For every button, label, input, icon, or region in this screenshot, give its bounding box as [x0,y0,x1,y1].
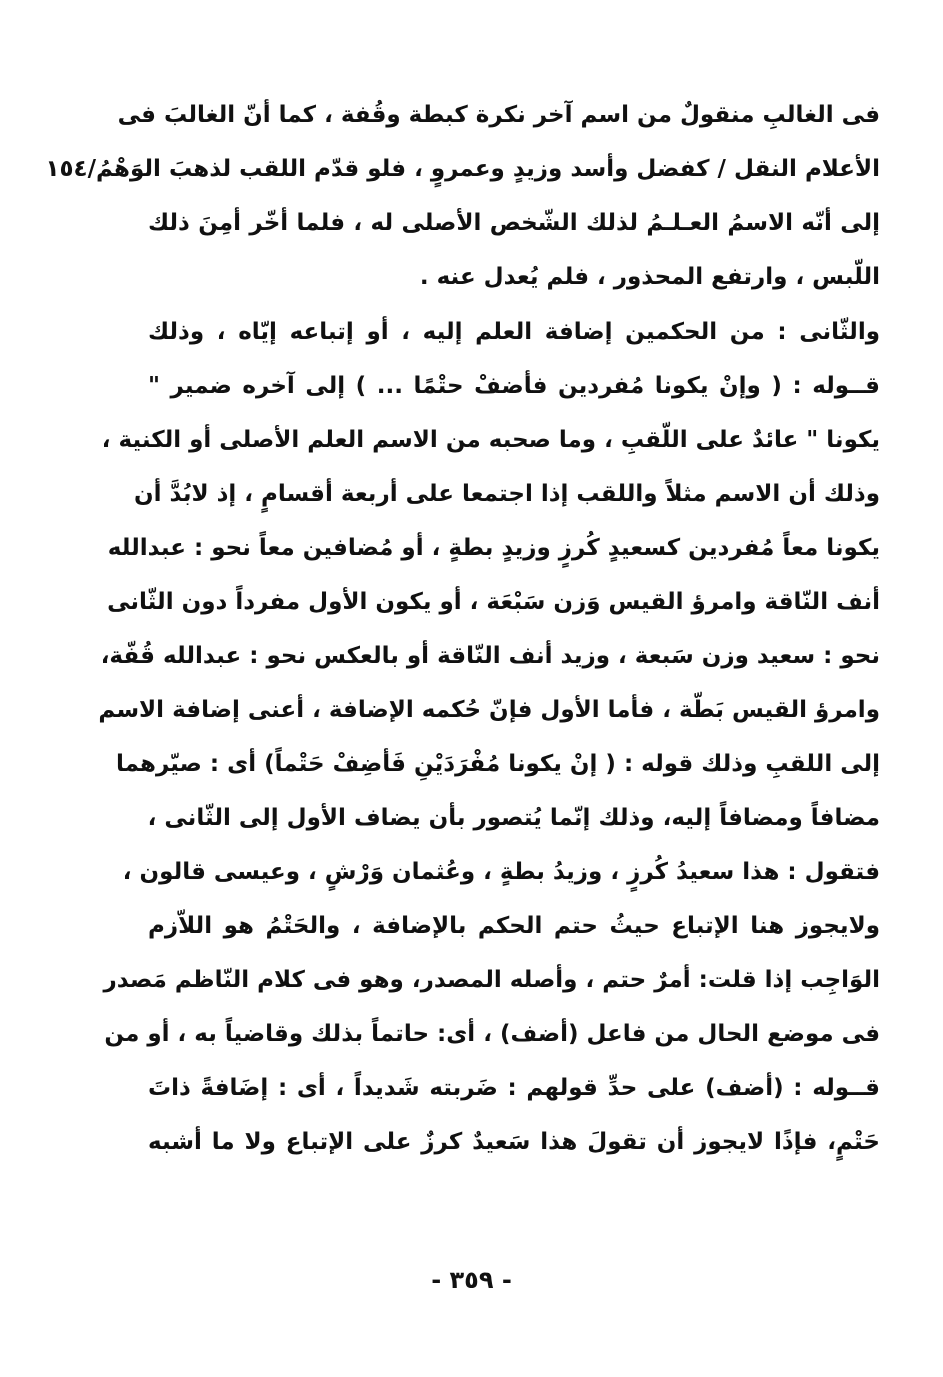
text-line: اللّبس ، وارتفع المحذور ، فلم يُعدل عنه . [419,264,880,290]
text-line: يكونا " عائدٌ على اللّقبِ ، وما صحبه من الاسم العلم الأصلى أو الكنية ، [101,427,880,453]
text-line: إلى أنّه الاسمُ العـلـمُ لذلك الشّخص الأصلى له ، فلما أخّر أمِنَ ذلك [148,210,880,236]
page-number: - ٣٥٩ - [431,1266,512,1294]
text-line: الوَاجِب إذا قلت: أمرٌ حتم ، وأصله المصدر، وهو فى كلام النّاظم مَصدر [103,967,880,993]
text-line: يكونا معاً مُفردين كسعيدٍ كُرزٍ وزيدٍ بطةٍ ، أو مُضافين معاً نحو : عبدالله [107,535,880,561]
text-line: حَتْمٍ، فإذًا لايجوز أن تقولَ هذا سَعيدٌ كرزٌ على الإتباع ولا ما أشبه [148,1129,880,1155]
text-line: الأعلام النقل / كفضل وأسد وزيدٍ وعمروٍ ، فلو قدّم اللقب لذهبَ الوَهْمُ/١٥٤ [45,156,880,182]
text-line: ولايجوز هنا الإتباع حيثُ حتم الحكم بالإضافة ، والحَتْمُ هو اللاّزم [148,913,880,939]
text-line: وذلك أن الاسم مثلاً واللقب إذا اجتمعا على أربعة أقسامٍ ، إذ لابُدَّ أن [134,481,880,507]
paragraph-2 [98,305,880,1169]
text-line: فى الغالبِ منقولٌ من اسم آخر نكرة كبطة وقُفة ، كما أنّ الغالبَ فى [117,102,880,128]
text-line: فتقول : هذا سعيدُ كُرزٍ ، وزيدُ بطةٍ ، وعُثمان وَرْشٍ ، وعيسى قالون ، [122,859,880,885]
text-line: نحو : سعيد وزن سَبعة ، وزيد أنف النّاقة أو بالعكس نحو : عبدالله قُفّة، [100,643,880,669]
text-line: قــوله : ( وإنْ يكونا مُفردين فأضفْ حتْمًا ... ) إلى آخره ضمير " [148,373,880,399]
text-line: قــوله : (أضف) على حدِّ قولهم : ضَربته شَديداً ، أى : إضَافةً ذاتَ [148,1075,880,1101]
text-line: فى موضع الحال من فاعل (أضف) ، أى: حاتماً بذلك وقاضياً به ، أو من [104,1021,880,1047]
text-line: مضافاً ومضافاً إليه، وذلك إنّما يُتصور بأن يضاف الأول إلى الثّانى ، [147,805,880,831]
text-line: إلى اللقبِ وذلك قوله : ( إنْ يكونا مُفْرَدَيْنِ فَأضِفْ حَتْماً) أى : صيّرهما [115,751,880,777]
text-line: وامرؤ القيس بَطّة ، فأما الأول فإنّ حُكمه الإضافة ، أعنى إضافة الاسم [98,697,880,723]
text-line: أنف النّاقة وامرؤ القيس وَزن سَبْعَة ، أو يكون الأول مفرداً دون الثّانى [107,589,880,615]
text-line: والثّانى : من الحكمين إضافة العلم إليه ، أو إتباعه إيّاه ، وذلك [148,319,880,345]
paragraph-1 [45,88,880,304]
